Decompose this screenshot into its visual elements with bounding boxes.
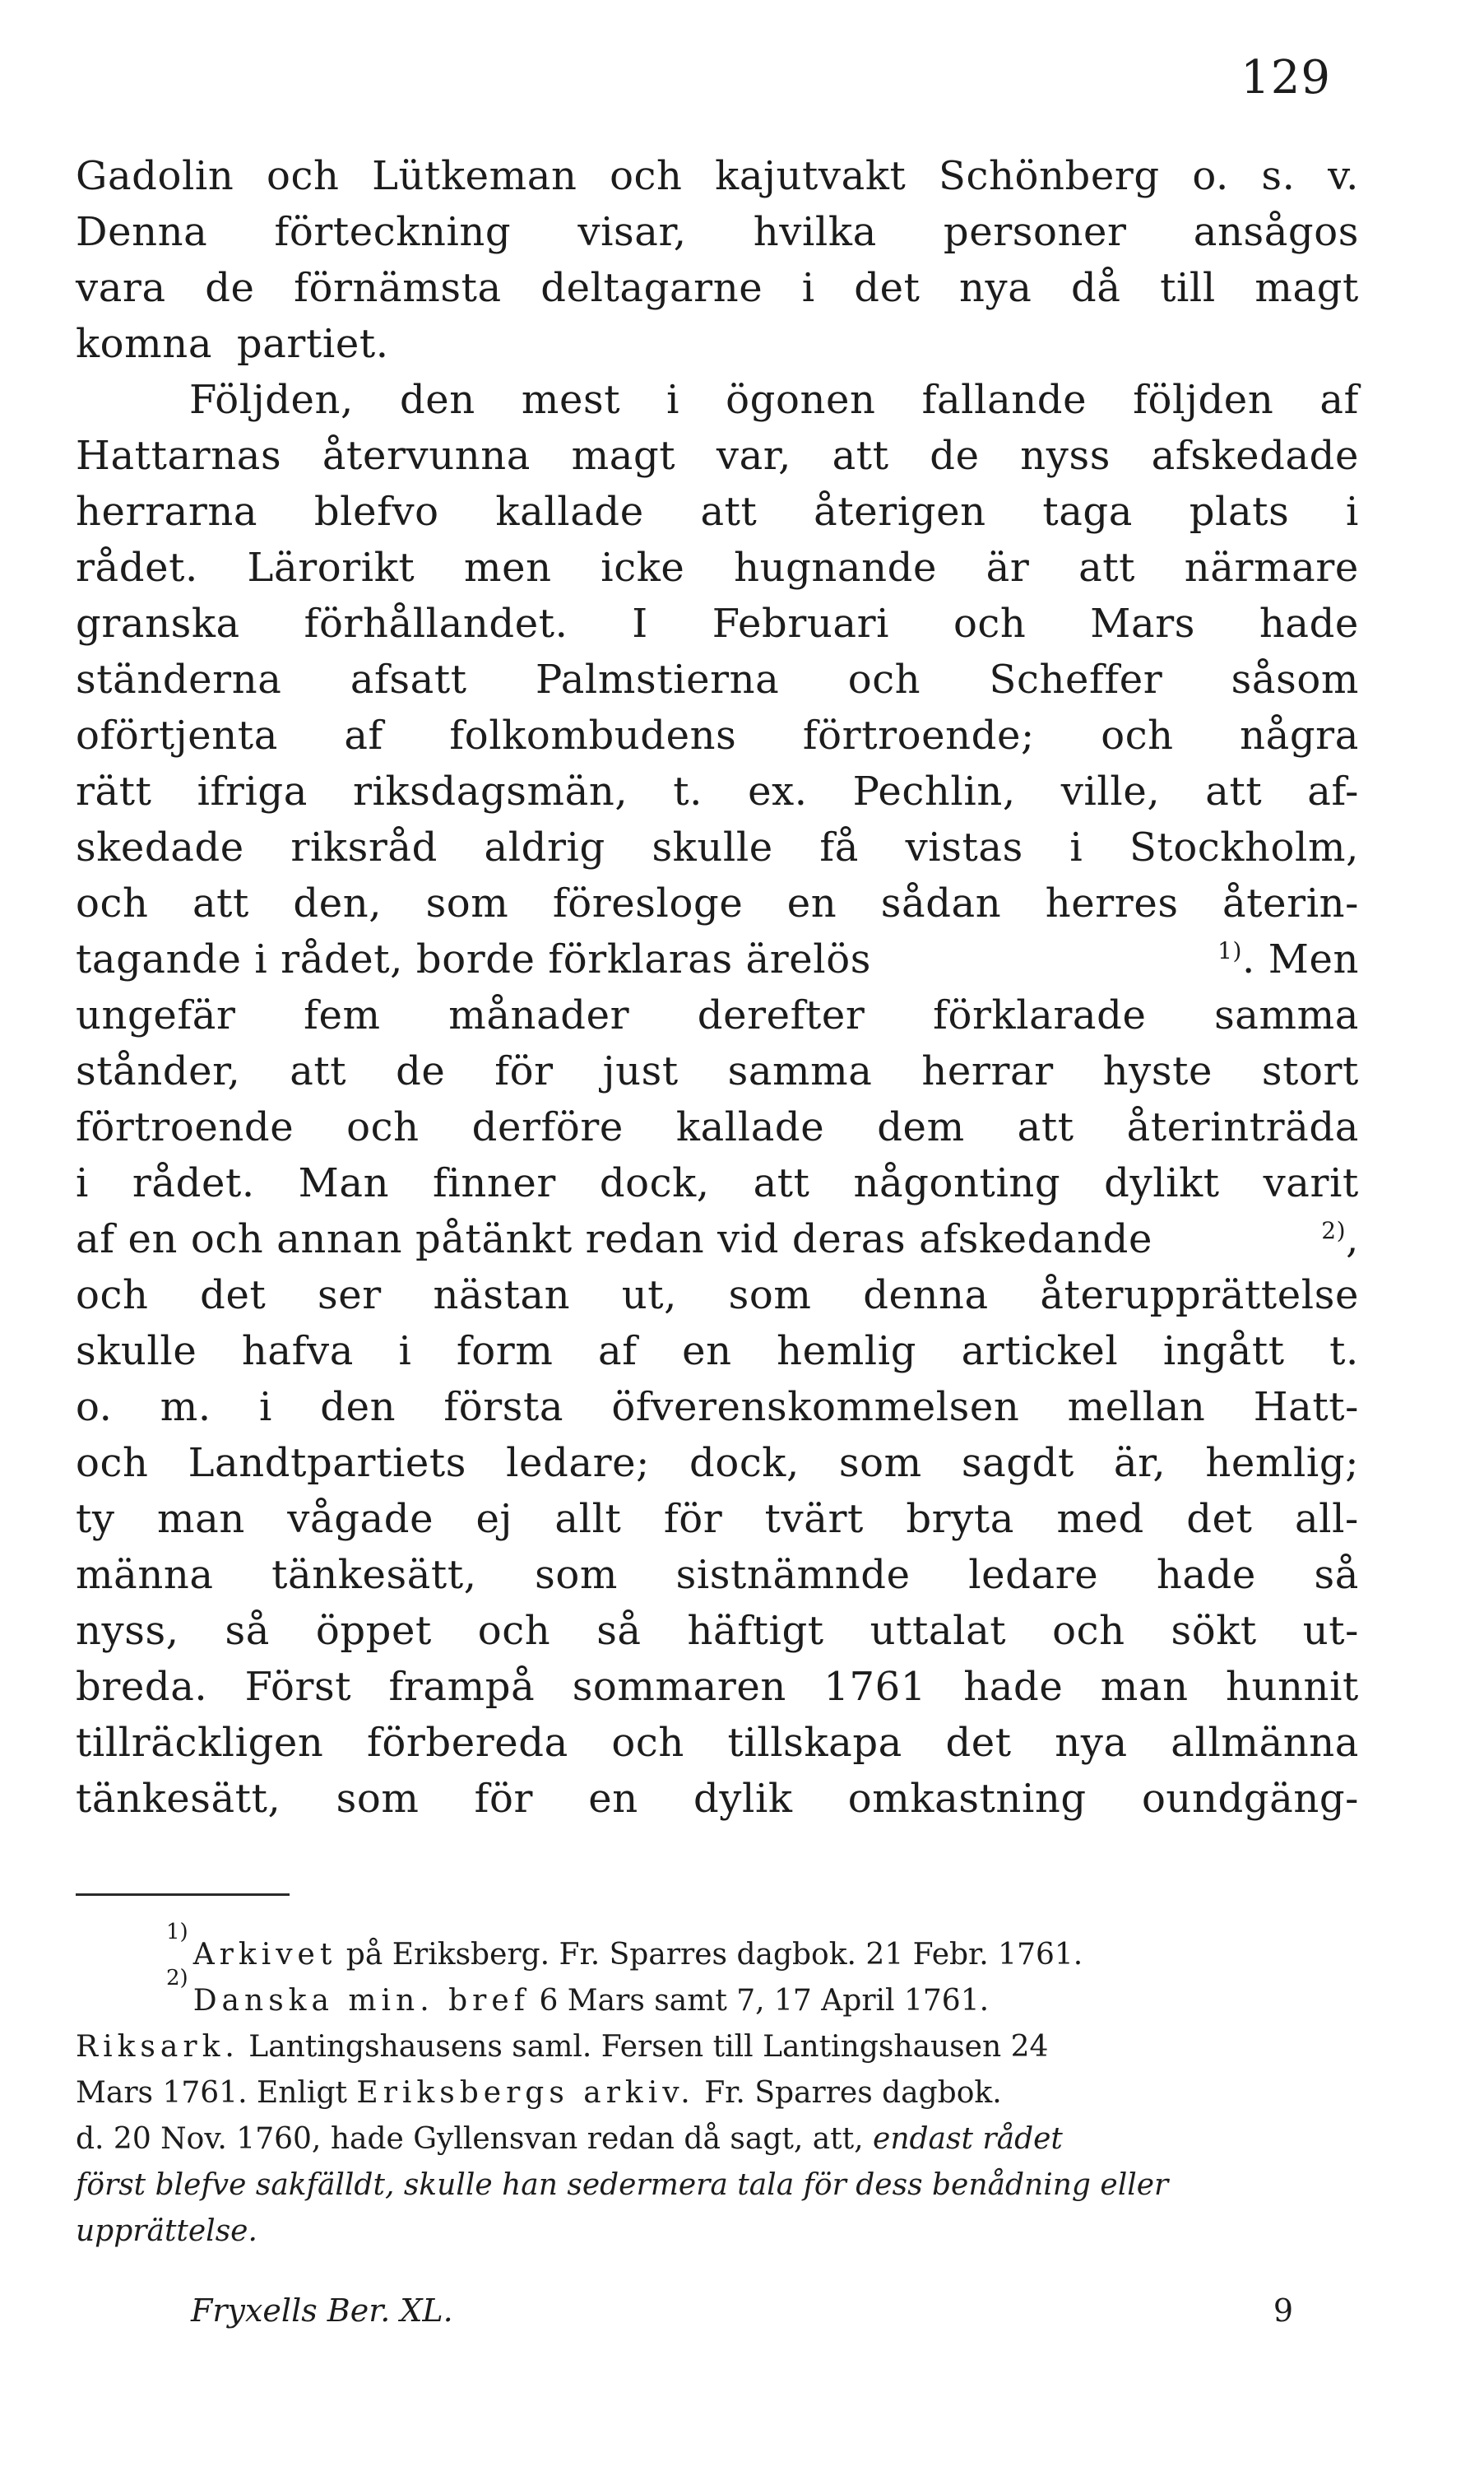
word: ty xyxy=(76,1496,115,1542)
word: Februari xyxy=(712,601,890,647)
word: magt xyxy=(571,433,676,479)
word: tillräckligen xyxy=(76,1720,324,1766)
word: man xyxy=(1100,1664,1189,1710)
word: och xyxy=(953,601,1027,647)
word: öppet xyxy=(315,1608,432,1654)
word: så xyxy=(1314,1552,1359,1598)
word: förtroende xyxy=(76,1104,294,1150)
word: i xyxy=(76,1160,89,1206)
word: så xyxy=(596,1608,642,1654)
word: så xyxy=(225,1608,270,1654)
word: 1761 xyxy=(823,1664,926,1710)
word: tillskapa xyxy=(727,1720,902,1766)
word: återupprättelse xyxy=(1040,1272,1359,1318)
word: allmänna xyxy=(1171,1720,1359,1766)
text-line xyxy=(76,1323,1359,1379)
word: öfverenskommelsen xyxy=(611,1384,1020,1430)
word: det xyxy=(854,265,921,311)
word: I xyxy=(632,601,648,647)
text-line xyxy=(76,1379,1359,1435)
text-line xyxy=(76,876,1359,931)
word: Lütkeman xyxy=(372,153,577,199)
word: kajutvakt xyxy=(715,153,907,199)
word: hafva xyxy=(241,1328,354,1374)
word: den, xyxy=(293,880,383,927)
word: kallade xyxy=(495,489,644,535)
text-line-main: af en och annan påtänkt redan vid deras afskedande xyxy=(76,1216,1153,1262)
text-line-main: tagande i rådet, borde förklaras ärelös xyxy=(76,936,871,982)
word: Scheffer xyxy=(989,657,1163,703)
text-line xyxy=(76,428,1359,484)
word: riksråd xyxy=(290,824,438,871)
word: sådan xyxy=(880,880,1002,927)
word: förklarade xyxy=(933,992,1147,1038)
footnote-quote: upprättelse. xyxy=(76,2214,257,2248)
word: mest xyxy=(521,377,621,423)
word: form xyxy=(456,1328,554,1374)
body-text xyxy=(76,148,1359,1827)
word: omkastning xyxy=(847,1776,1087,1822)
text-line xyxy=(76,596,1359,652)
footnote-ref-1: 1) xyxy=(1217,937,1243,964)
signature-title: Fryxells Ber. XL. xyxy=(191,2292,453,2329)
text-line xyxy=(76,1547,1359,1603)
word: sökt xyxy=(1171,1608,1257,1654)
word: till xyxy=(1160,265,1216,311)
word: t. xyxy=(673,769,703,815)
word: ut, xyxy=(621,1272,678,1318)
word: vågade xyxy=(287,1496,434,1542)
word: allt xyxy=(554,1496,622,1542)
word: den xyxy=(320,1384,397,1430)
word: att xyxy=(700,489,758,535)
word: sommaren xyxy=(572,1664,786,1710)
word: dem xyxy=(877,1104,965,1150)
word: hunnit xyxy=(1226,1664,1359,1710)
text-line xyxy=(76,148,1359,204)
word: fallande xyxy=(921,377,1087,423)
word: t. xyxy=(1329,1328,1359,1374)
footnote-2-line-4 xyxy=(76,2116,1359,2162)
word: närmare xyxy=(1184,545,1359,591)
word: återin- xyxy=(1222,880,1359,927)
printer-signature xyxy=(76,2288,1293,2334)
footnote-text: Lantingshausens saml. Fersen till Lantingshausen 24 xyxy=(248,2030,1049,2064)
text-line xyxy=(76,764,1359,820)
word: i xyxy=(801,265,815,311)
text-line xyxy=(76,260,1359,316)
footnote-2-line-1 xyxy=(76,1966,1359,2024)
word: att xyxy=(1078,545,1136,591)
word: i xyxy=(259,1384,272,1430)
word: rådet. xyxy=(132,1160,255,1206)
word: hugnande xyxy=(734,545,937,591)
word: och xyxy=(76,1440,149,1486)
word: magt xyxy=(1254,265,1359,311)
word: derföre xyxy=(471,1104,624,1150)
word: i xyxy=(398,1328,412,1374)
word: ögonen xyxy=(726,377,876,423)
word: och xyxy=(1052,1608,1125,1654)
word: återinträda xyxy=(1126,1104,1359,1150)
word: hade xyxy=(963,1664,1064,1710)
word: månader xyxy=(448,992,630,1038)
word: dock, xyxy=(689,1440,800,1486)
word: tänkesätt, xyxy=(271,1552,477,1598)
footnote-quote: först blefve sakfälldt, skulle han sedermera tala för dess benådning eller xyxy=(76,2168,1169,2202)
word: Hattarnas xyxy=(76,433,282,479)
text-line xyxy=(76,1603,1359,1659)
word: fem xyxy=(304,992,381,1038)
word: Pechlin, xyxy=(852,769,1016,815)
word: hvilka xyxy=(753,209,877,255)
text-line-with-footnote-ref xyxy=(76,1211,1359,1267)
word: ungefär xyxy=(76,992,236,1038)
word: några xyxy=(1240,713,1359,759)
word: Denna xyxy=(76,209,208,255)
word: skedade xyxy=(76,824,244,871)
footnote-source: Danska min. bref xyxy=(192,1984,530,2018)
word: rätt xyxy=(76,769,152,815)
word: det xyxy=(945,1720,1012,1766)
word: det xyxy=(200,1272,267,1318)
word: en xyxy=(588,1776,638,1822)
footnote-text: 6 Mars samt 7, 17 April 1761. xyxy=(539,1984,990,2018)
word: ledare; xyxy=(506,1440,650,1486)
text-line xyxy=(76,1435,1359,1491)
word: o. xyxy=(1192,153,1229,199)
word: nästan xyxy=(433,1272,571,1318)
footnote-marker: 1) xyxy=(166,1920,188,1944)
word: som xyxy=(728,1272,812,1318)
word: Gadolin xyxy=(76,153,234,199)
word: nya xyxy=(1055,1720,1128,1766)
word: dock, xyxy=(599,1160,710,1206)
word: varit xyxy=(1263,1160,1359,1206)
word: och xyxy=(1101,713,1174,759)
word: denna xyxy=(863,1272,989,1318)
word: återvunna xyxy=(322,433,531,479)
word: att xyxy=(1017,1104,1074,1150)
word: stort xyxy=(1261,1048,1359,1094)
word: afsatt xyxy=(350,657,467,703)
word: icke xyxy=(601,545,685,591)
footnote-2-line-3 xyxy=(76,2070,1359,2116)
word: vara xyxy=(76,265,166,311)
word: nya xyxy=(959,265,1032,311)
word: den xyxy=(399,377,475,423)
word: förtroende; xyxy=(802,713,1035,759)
word: dylik xyxy=(693,1776,793,1822)
word: blefvo xyxy=(313,489,439,535)
word: ser xyxy=(318,1272,382,1318)
word: skulle xyxy=(76,1328,197,1374)
word: och xyxy=(266,153,340,199)
word: häftigt xyxy=(687,1608,824,1654)
word: ingått xyxy=(1162,1328,1285,1374)
word: de xyxy=(205,265,255,311)
word: ständerna xyxy=(76,657,282,703)
word: Mars xyxy=(1090,601,1196,647)
word: förnämsta xyxy=(294,265,502,311)
word: af xyxy=(1319,377,1359,423)
word: en xyxy=(786,880,837,927)
word: samma xyxy=(727,1048,873,1094)
word: v. xyxy=(1328,153,1359,199)
word: och xyxy=(76,1272,149,1318)
word: tvärt xyxy=(764,1496,864,1542)
word: all- xyxy=(1294,1496,1359,1542)
word: ex. xyxy=(748,769,808,815)
word: ut- xyxy=(1302,1608,1359,1654)
word: någonting xyxy=(853,1160,1061,1206)
word: såsom xyxy=(1231,657,1359,703)
word: Landtpartiets xyxy=(188,1440,467,1486)
word: Hatt- xyxy=(1253,1384,1359,1430)
word: finner xyxy=(433,1160,556,1206)
word: första xyxy=(443,1384,564,1430)
text-line-tail xyxy=(1319,1211,1359,1267)
footnote-ref-2: 2) xyxy=(1321,1217,1347,1244)
footnote-text: på Eriksberg. Fr. Sparres dagbok. 21 Febr. 1761. xyxy=(345,1938,1083,1972)
word: som xyxy=(336,1776,420,1822)
word: Man xyxy=(298,1160,390,1206)
text-line xyxy=(76,1099,1359,1155)
word: oundgäng- xyxy=(1141,1776,1359,1822)
word: Palmstierna xyxy=(535,657,780,703)
word: folkombudens xyxy=(449,713,737,759)
word: ville, xyxy=(1060,769,1161,815)
word: man xyxy=(157,1496,245,1542)
word: Stockholm, xyxy=(1129,824,1359,871)
word: att xyxy=(192,880,249,927)
word: granska xyxy=(76,601,240,647)
word: afskedade xyxy=(1151,433,1359,479)
text-line xyxy=(76,987,1359,1043)
word: plats xyxy=(1189,489,1290,535)
word: m. xyxy=(160,1384,211,1430)
text-line xyxy=(76,1267,1359,1323)
word: återigen xyxy=(814,489,986,535)
word: och xyxy=(610,153,683,199)
word: herrar xyxy=(921,1048,1054,1094)
text-line xyxy=(76,1491,1359,1547)
word: vistas xyxy=(905,824,1023,871)
word: hade xyxy=(1259,601,1359,647)
word: personer xyxy=(943,209,1127,255)
footnote-marker: 2) xyxy=(166,1966,188,1990)
word: aldrig xyxy=(484,824,605,871)
text-line-tail-text: . Men xyxy=(1242,936,1359,982)
word: mellan xyxy=(1067,1384,1206,1430)
word: ej xyxy=(475,1496,512,1542)
word: af- xyxy=(1307,769,1359,815)
word: sagdt xyxy=(961,1440,1074,1486)
word: med xyxy=(1056,1496,1144,1542)
text-line xyxy=(76,708,1359,764)
word: riksdagsmän, xyxy=(353,769,628,815)
word: dylikt xyxy=(1104,1160,1220,1206)
footnote-text: Mars 1761. Enligt xyxy=(76,2076,347,2110)
word: hyste xyxy=(1102,1048,1213,1094)
word: hemlig; xyxy=(1205,1440,1359,1486)
word: en xyxy=(682,1328,732,1374)
footnote-2-line-2 xyxy=(76,2024,1359,2070)
text-line-tail xyxy=(1216,931,1359,987)
word: ansågos xyxy=(1193,209,1359,255)
word: och xyxy=(76,880,149,927)
word: för xyxy=(663,1496,723,1542)
word: herres xyxy=(1045,880,1179,927)
word: herrarna xyxy=(76,489,258,535)
word: af xyxy=(597,1328,638,1374)
word: och xyxy=(847,657,921,703)
word: som xyxy=(425,880,509,927)
word: som xyxy=(838,1440,922,1486)
word: förbereda xyxy=(367,1720,568,1766)
word: för xyxy=(494,1048,554,1094)
word: tänkesätt, xyxy=(76,1776,281,1822)
word: föresloge xyxy=(552,880,744,927)
word: stånder, xyxy=(76,1048,241,1094)
word: just xyxy=(602,1048,679,1094)
footnote-quote: endast rådet xyxy=(873,2122,1063,2156)
word: att xyxy=(832,433,889,479)
word: nyss, xyxy=(76,1608,179,1654)
word: ifriga xyxy=(197,769,308,815)
signature-number: 9 xyxy=(1273,2292,1293,2329)
text-line xyxy=(76,484,1359,540)
footnote-text: Fr. Sparres dagbok. xyxy=(704,2076,1002,2110)
word: i xyxy=(1346,489,1359,535)
word: kallade xyxy=(675,1104,825,1150)
word: ledare xyxy=(968,1552,1099,1598)
footnote-text: d. 20 Nov. 1760, hade Gyllensvan redan då sagt, att, xyxy=(76,2122,864,2156)
text-line xyxy=(76,540,1359,596)
text-line xyxy=(76,1155,1359,1211)
word: Först xyxy=(244,1664,352,1710)
text-line xyxy=(76,1659,1359,1715)
word: breda. xyxy=(76,1664,208,1710)
word: deltagarne xyxy=(540,265,763,311)
word: att xyxy=(1205,769,1263,815)
text-line xyxy=(76,652,1359,708)
text-line xyxy=(76,1771,1359,1827)
word: derefter xyxy=(697,992,865,1038)
footnote-2-line-5 xyxy=(76,2162,1359,2209)
text-line-tail-text: , xyxy=(1346,1216,1359,1262)
text-line xyxy=(76,372,1359,428)
word: sistnämnde xyxy=(675,1552,911,1598)
word: männa xyxy=(76,1552,214,1598)
word: s. xyxy=(1261,153,1296,199)
word: det xyxy=(1186,1496,1253,1542)
word: och xyxy=(477,1608,551,1654)
text-line-with-footnote-ref xyxy=(76,931,1359,987)
word: i xyxy=(666,377,680,423)
word: förteckning xyxy=(274,209,512,255)
word: rådet. xyxy=(76,545,198,591)
word: de xyxy=(930,433,980,479)
word: samma xyxy=(1214,992,1359,1038)
footnotes xyxy=(76,1920,1359,2255)
footnote-divider xyxy=(76,1893,290,1896)
word: förhållandet. xyxy=(304,601,568,647)
footnote-source: Riksark. xyxy=(76,2030,239,2064)
word: men xyxy=(463,545,552,591)
word: artickel xyxy=(961,1328,1119,1374)
word: följden xyxy=(1133,377,1274,423)
word: uttalat xyxy=(870,1608,1007,1654)
page-number: 129 xyxy=(1241,51,1331,105)
word: taga xyxy=(1042,489,1133,535)
word: de xyxy=(396,1048,446,1094)
word: är, xyxy=(1113,1440,1166,1486)
word: Lärorikt xyxy=(247,545,415,591)
text-line: komna partiet. xyxy=(76,321,389,367)
text-line xyxy=(76,1043,1359,1099)
word: i xyxy=(1069,824,1083,871)
footnote-1 xyxy=(76,1920,1359,1978)
word: för xyxy=(474,1776,534,1822)
word: Schönberg xyxy=(939,153,1160,199)
word: och xyxy=(346,1104,420,1150)
footnote-2-line-6 xyxy=(76,2209,1359,2255)
footnote-source: Eriksbergs arkiv. xyxy=(356,2076,695,2110)
word: oförtjenta xyxy=(76,713,278,759)
word: frampå xyxy=(388,1664,536,1710)
text-line xyxy=(76,1715,1359,1771)
word: visar, xyxy=(577,209,687,255)
word: är xyxy=(985,545,1030,591)
text-line xyxy=(76,820,1359,876)
word: då xyxy=(1071,265,1121,311)
word: hade xyxy=(1156,1552,1256,1598)
word: o. xyxy=(76,1384,113,1430)
word: att xyxy=(753,1160,810,1206)
word: och xyxy=(611,1720,684,1766)
word: att xyxy=(290,1048,347,1094)
word: få xyxy=(819,824,859,871)
text-line xyxy=(76,204,1359,260)
word: skulle xyxy=(652,824,773,871)
word: Följden, xyxy=(189,377,354,423)
word: var, xyxy=(716,433,791,479)
word: bryta xyxy=(906,1496,1015,1542)
word: hemlig xyxy=(777,1328,917,1374)
word: nyss xyxy=(1020,433,1111,479)
word: af xyxy=(344,713,383,759)
word: som xyxy=(535,1552,619,1598)
footnote-source: Arkivet xyxy=(192,1938,337,1972)
